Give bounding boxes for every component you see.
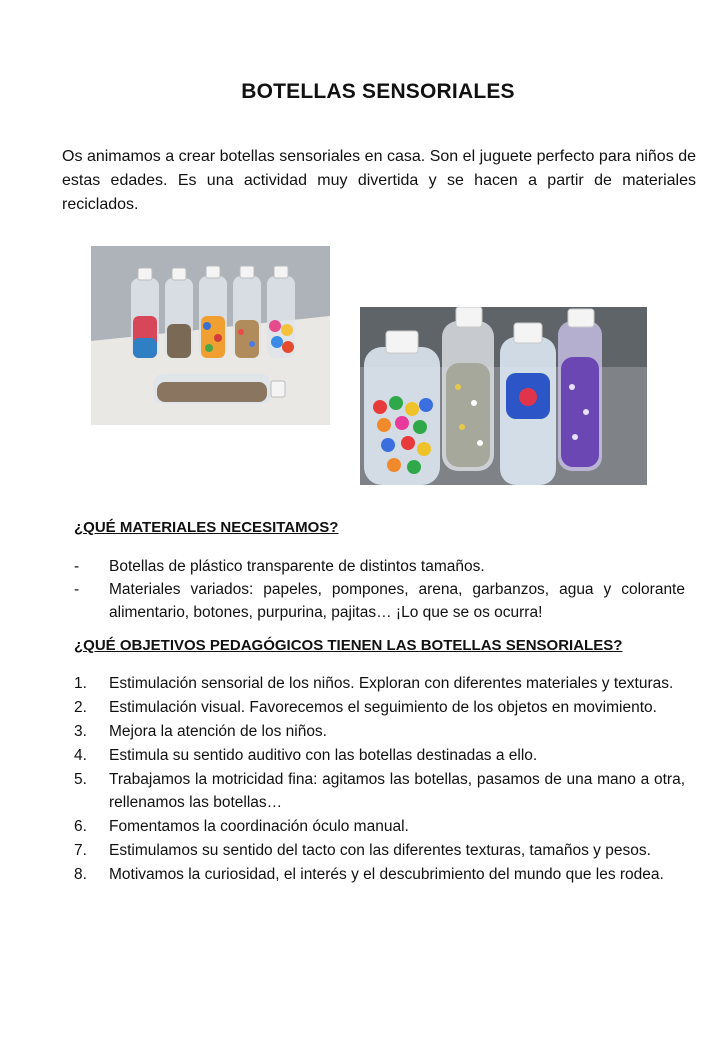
materials-list — [74, 555, 685, 624]
list-item-text: Estimula su sentido auditivo con las botellas destinadas a ello. — [109, 747, 538, 764]
bottles-photo-right — [360, 307, 647, 485]
list-item-text: Botellas de plástico transparente de distintos tamaños. — [109, 558, 485, 575]
page-title: BOTELLAS SENSORIALES — [241, 80, 515, 103]
bullet-dash: - — [74, 558, 80, 575]
list-number: 5. — [74, 771, 87, 788]
list-item — [74, 555, 685, 578]
list-item — [74, 672, 685, 695]
list-number: 6. — [74, 818, 87, 835]
objectives-list — [74, 672, 685, 887]
list-number: 7. — [74, 842, 87, 859]
bottles-photo-left — [91, 246, 330, 425]
list-item-text: Estimulamos su sentido del tacto con las diferentes texturas, tamaños y pesos. — [109, 842, 651, 859]
bullet-dash: - — [74, 581, 80, 598]
list-item-text: Motivamos la curiosidad, el interés y el descubrimiento del mundo que les rodea. — [109, 866, 664, 883]
materials-heading: ¿QUÉ MATERIALES NECESITAMOS? — [74, 519, 339, 536]
list-item — [74, 839, 685, 862]
list-number: 1. — [74, 675, 87, 692]
list-item — [74, 863, 685, 886]
list-item-text: Materiales variados: papeles, pompones, arena, garbanzos, agua y colorante alimentario, botones, purpurina, pajitas… ¡Lo que se os ocurra! — [109, 581, 685, 621]
bottles-illustration-right — [360, 307, 647, 485]
intro-paragraph: Os animamos a crear botellas sensoriales en casa. Son el juguete perfecto para niños de estas edades. Es una actividad muy divertida y se hacen a partir de materiales reciclados. — [62, 148, 696, 213]
list-number: 2. — [74, 699, 87, 716]
list-item-text: Mejora la atención de los niños. — [109, 723, 327, 740]
objectives-heading: ¿QUÉ OBJETIVOS PEDAGÓGICOS TIENEN LAS BOTELLAS SENSORIALES? — [74, 637, 623, 654]
list-number: 3. — [74, 723, 87, 740]
list-number: 8. — [74, 866, 87, 883]
list-item — [74, 696, 685, 719]
list-item-text: Trabajamos la motricidad fina: agitamos las botellas, pasamos de una mano a otra, rellenamos las botellas… — [109, 771, 685, 811]
list-item-text: Fomentamos la coordinación óculo manual. — [109, 818, 409, 835]
list-item-text: Estimulación visual. Favorecemos el seguimiento de los objetos en movimiento. — [109, 699, 657, 716]
list-item — [74, 815, 685, 838]
list-item — [74, 768, 685, 814]
list-item — [74, 720, 685, 743]
list-item — [74, 744, 685, 767]
list-item-text: Estimulación sensorial de los niños. Exploran con diferentes materiales y texturas. — [109, 675, 674, 692]
bottles-illustration-left — [91, 246, 330, 425]
list-number: 4. — [74, 747, 87, 764]
list-item — [74, 578, 685, 624]
